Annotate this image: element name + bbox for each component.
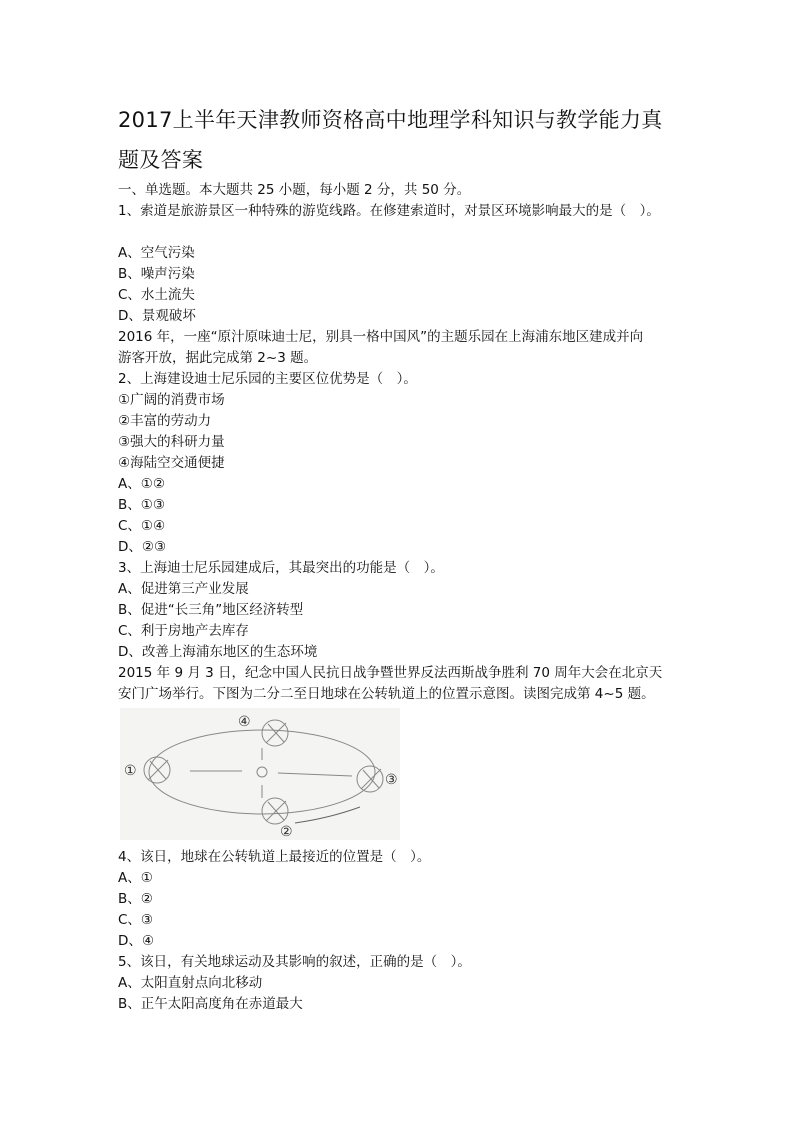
q4-option-d: D、④ [118,933,154,949]
q2-option-d: D、②③ [118,539,167,555]
q2-item-4: ④海陆空交通便捷 [118,455,225,471]
q5-stem: 5、该日，有关地球运动及其影响的叙述，正确的是（ ）。 [118,954,471,970]
content-part1 [118,180,662,705]
q3-option-c: C、利于房地产去库存 [118,623,249,639]
q1-option-a: A、空气污染 [118,245,195,261]
earth-position-2 [262,798,288,824]
doc-title-line2: 题及答案 [118,148,204,172]
q2-item-1: ①广阔的消费市场 [118,392,225,408]
material2-line2: 安门广场举行。下图为二分二至日地球在公转轨道上的位置示意图。读图完成第 4~5 题。 [118,686,655,702]
q3-stem: 3、上海迪士尼乐园建成后，其最突出的功能是（ ）。 [118,560,444,576]
label-2: ② [280,824,293,840]
q2-stem: 2、上海建设迪士尼乐园的主要区位优势是（ ）。 [118,371,417,387]
q1-stem: 1、索道是旅游景区一种特殊的游览线路。在修建索道时，对景区环境影响最大的是（ ）。 [118,203,660,219]
q1-option-c: C、水土流失 [118,287,195,303]
earth-position-4 [262,720,288,746]
q2-option-b: B、①③ [118,497,165,513]
section-heading: 一、单选题。本大题共 25 小题，每小题 2 分，共 50 分。 [118,182,471,198]
material1-line1: 2016 年，一座“原汁原味迪士尼，别具一格中国风”的主题乐园在上海浦东地区建成并向 [118,329,644,345]
q1-option-d: D、景观破坏 [118,308,196,324]
q3-option-b: B、促进“长三角”地区经济转型 [118,602,304,618]
content-part2 [118,847,471,1015]
material2-line1: 2015 年 9 月 3 日，纪念中国人民抗日战争暨世界反法西斯战争胜利 70 周年大会在北京天 [118,665,663,681]
material1-line2: 游客开放，据此完成第 2~3 题。 [118,350,318,366]
label-4: ④ [238,714,251,730]
earth-orbit-diagram [120,708,400,840]
q4-stem: 4、该日，地球在公转轨道上最接近的位置是（ ）。 [118,849,431,865]
q4-option-a: A、① [118,870,153,886]
q2-item-3: ③强大的科研力量 [118,434,225,450]
label-3: ③ [385,772,398,788]
q5-option-a: A、太阳直射点向北移动 [118,975,263,991]
q2-item-2: ②丰富的劳动力 [118,413,212,429]
earth-position-3 [357,766,383,792]
q5-option-b: B、正午太阳高度角在赤道最大 [118,996,303,1012]
q3-option-d: D、改善上海浦东地区的生态环境 [118,644,318,660]
q4-option-c: C、③ [118,912,154,928]
q2-option-a: A、①② [118,476,165,492]
doc-title-line1: 2017上半年天津教师资格高中地理学科知识与教学能力真 [118,108,663,132]
q4-option-b: B、② [118,891,153,907]
q1-option-b: B、噪声污染 [118,266,195,282]
q3-option-a: A、促进第三产业发展 [118,581,249,597]
q2-option-c: C、①④ [118,518,166,534]
label-1: ① [124,763,137,779]
earth-position-1 [144,757,170,783]
